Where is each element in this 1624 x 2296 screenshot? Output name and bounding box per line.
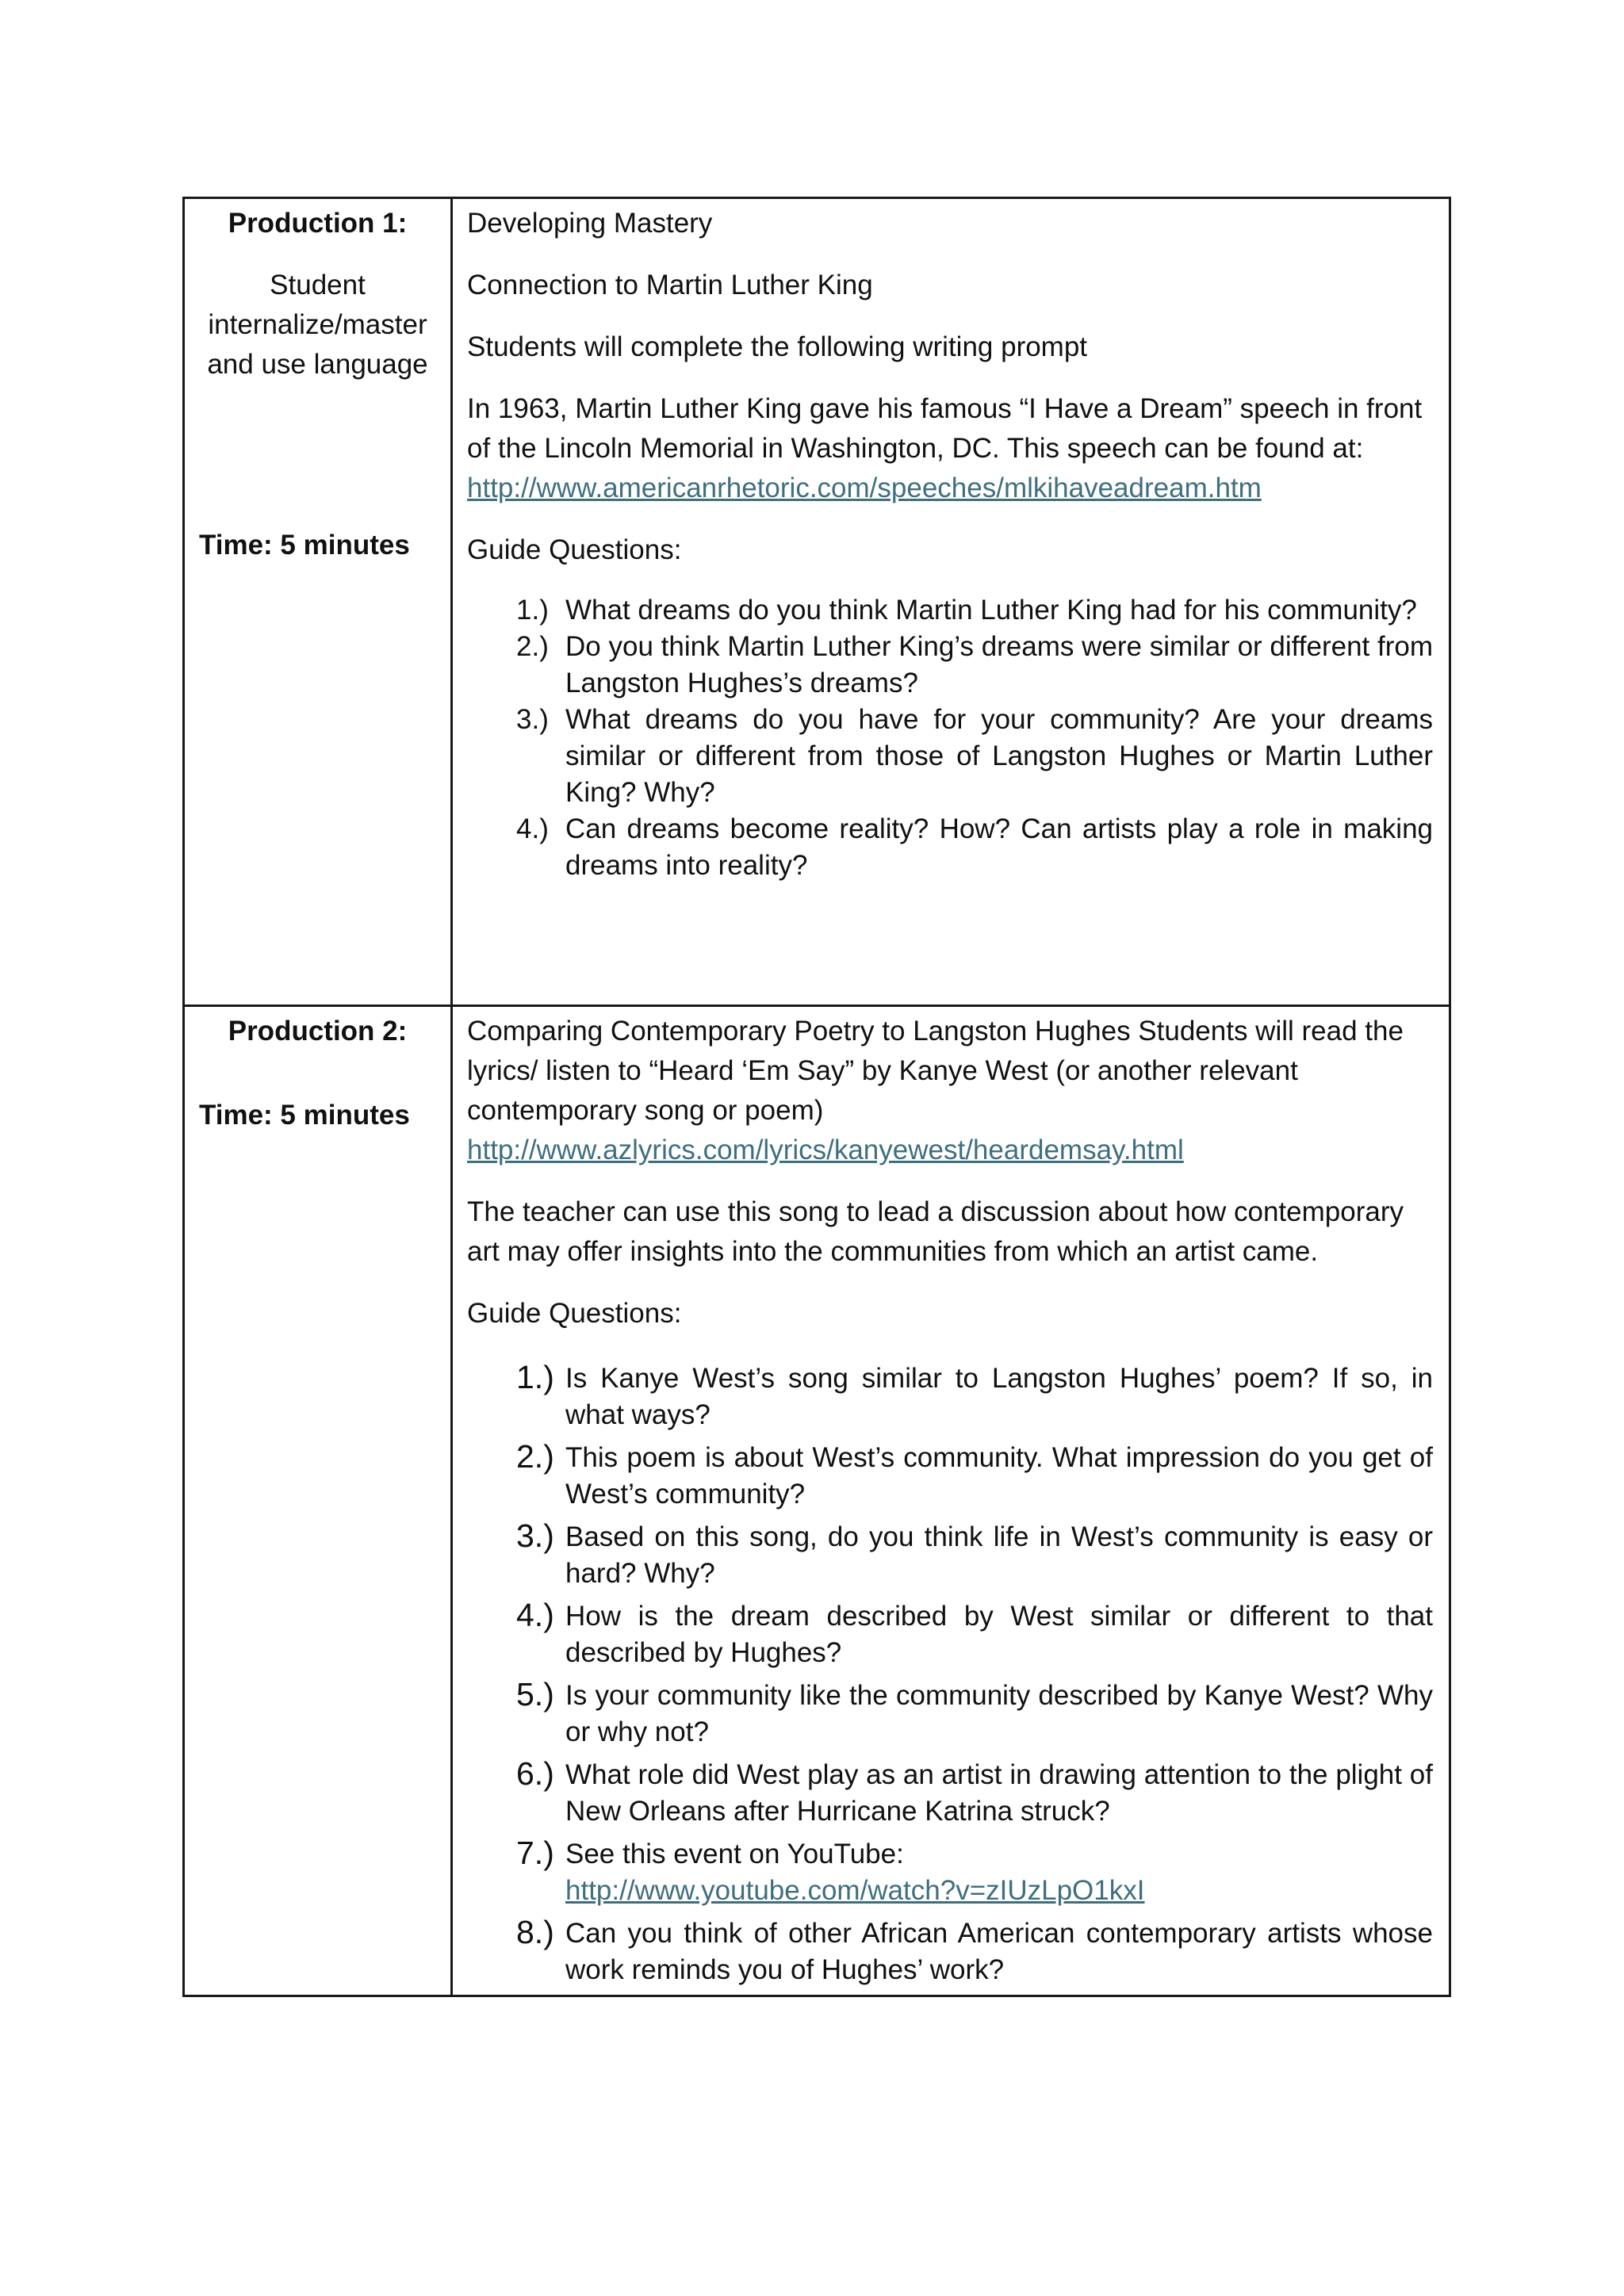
question-number: 4.) bbox=[516, 813, 549, 844]
speech-link[interactable]: http://www.americanrhetoric.com/speeches/mlkihaveadream.htm bbox=[467, 473, 1262, 503]
production-2-guide-label: Guide Questions: bbox=[467, 1298, 682, 1329]
teacher-note: The teacher can use this song to lead a discussion about how contemporary art may offer insights into the communities from which an artist came. bbox=[467, 1196, 1404, 1267]
production-1-questions bbox=[467, 592, 1434, 884]
production-2-questions bbox=[467, 1360, 1434, 1988]
list-item bbox=[467, 1440, 1434, 1513]
question-text: Can you think of other African American contemporary artists whose work reminds you of Hughes’ work? bbox=[565, 1918, 1433, 1985]
subtitle-line: internalize/master bbox=[208, 309, 427, 340]
production-1-instruction: Students will complete the following writing prompt bbox=[467, 331, 1088, 362]
question-text: Can dreams become reality? How? Can artists play a role in making dreams into reality? bbox=[565, 813, 1433, 881]
youtube-link[interactable]: http://www.youtube.com/watch?v=zIUzLpO1kxI bbox=[565, 1875, 1145, 1906]
question-text: What dreams do you think Martin Luther King had for his community? bbox=[565, 595, 1417, 626]
question-number: 2.) bbox=[516, 1438, 554, 1475]
question-number: 6.) bbox=[516, 1755, 554, 1792]
list-item bbox=[467, 592, 1434, 629]
production-1-row bbox=[184, 198, 1450, 1006]
question-text: Based on this song, do you think life in West’s community is easy or hard? Why? bbox=[565, 1521, 1433, 1589]
question-text: How is the dream described by West similar or different to that described by Hughes? bbox=[565, 1601, 1433, 1668]
question-number: 4.) bbox=[516, 1597, 554, 1633]
production-2-right-cell bbox=[452, 1006, 1450, 1996]
question-number: 8.) bbox=[516, 1914, 554, 1950]
question-number: 1.) bbox=[516, 595, 549, 626]
intro-text: Comparing Contemporary Poetry to Langston Hughes Students will read the lyrics/ listen to “Heard ‘Em Say” by Kanye West (or another relevant contemporary song or poem) bbox=[467, 1016, 1404, 1126]
subtitle-line: Student bbox=[270, 270, 366, 300]
prompt-text: In 1963, Martin Luther King gave his famous “I Have a Dream” speech in front of the Lincoln Memorial in Washington, DC. This speech can be found at: bbox=[467, 393, 1423, 464]
list-item bbox=[467, 1678, 1434, 1751]
list-item bbox=[467, 1836, 1434, 1909]
list-item bbox=[467, 1757, 1434, 1830]
list-item bbox=[467, 1915, 1434, 1988]
production-2-time: Time: 5 minutes bbox=[199, 1100, 410, 1131]
list-item bbox=[467, 811, 1434, 884]
production-2-label: Production 2: bbox=[228, 1016, 408, 1047]
question-text: This poem is about West’s community. What impression do you get of West’s community? bbox=[565, 1442, 1433, 1510]
list-item bbox=[467, 1519, 1434, 1592]
list-item bbox=[467, 702, 1434, 811]
lesson-table bbox=[182, 197, 1451, 1997]
list-item bbox=[467, 1360, 1434, 1433]
question-number: 2.) bbox=[516, 631, 549, 662]
production-1-right-cell bbox=[452, 198, 1450, 1006]
question-text: Do you think Martin Luther King’s dreams were similar or different from Langston Hughes’s dreams? bbox=[565, 631, 1433, 698]
production-2-row bbox=[184, 1006, 1450, 1996]
question-number: 3.) bbox=[516, 1517, 554, 1554]
production-2-intro bbox=[467, 1012, 1434, 1170]
lyrics-link[interactable]: http://www.azlyrics.com/lyrics/kanyewest/heardemsay.html bbox=[467, 1135, 1184, 1165]
question-number: 5.) bbox=[516, 1676, 554, 1712]
production-1-guide-label: Guide Questions: bbox=[467, 534, 682, 565]
production-1-heading: Developing Mastery bbox=[467, 208, 713, 239]
production-1-label: Production 1: bbox=[228, 208, 408, 239]
question-text: See this event on YouTube: bbox=[565, 1839, 904, 1869]
production-1-left-cell bbox=[184, 198, 452, 1006]
question-number: 3.) bbox=[516, 704, 549, 735]
question-text: What role did West play as an artist in drawing attention to the plight of New Orleans after Hurricane Katrina struck? bbox=[565, 1759, 1433, 1827]
question-number: 1.) bbox=[516, 1359, 554, 1395]
production-1-time: Time: 5 minutes bbox=[199, 530, 410, 561]
question-text: Is your community like the community described by Kanye West? Why or why not? bbox=[565, 1680, 1433, 1747]
subtitle-line: and use language bbox=[207, 349, 428, 380]
question-text: What dreams do you have for your community? Are your dreams similar or different from those of Langston Hughes or Martin Luther King? Why? bbox=[565, 704, 1433, 808]
production-1-connection: Connection to Martin Luther King bbox=[467, 270, 873, 300]
production-2-left-cell bbox=[184, 1006, 452, 1996]
question-text: Is Kanye West’s song similar to Langston Hughes’ poem? If so, in what ways? bbox=[565, 1363, 1433, 1430]
list-item bbox=[467, 1598, 1434, 1671]
production-1-prompt bbox=[467, 389, 1434, 508]
production-1-subtitle bbox=[185, 266, 450, 385]
question-number: 7.) bbox=[516, 1835, 554, 1871]
list-item bbox=[467, 629, 1434, 702]
